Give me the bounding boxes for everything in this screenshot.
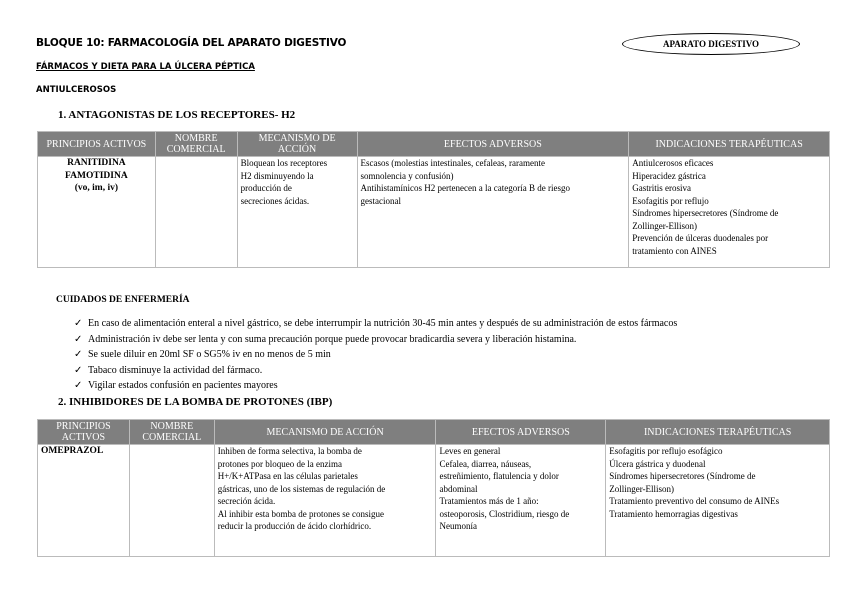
mecanismo-cell (237, 157, 357, 268)
cell-line: Antiulcerosos eficaces (632, 158, 714, 168)
cell-line: protones por bloqueo de la enzima (217, 458, 342, 469)
cell-line: Esofagitis por reflujo (632, 195, 709, 206)
cell-line: gestacional (360, 195, 401, 206)
cell-line: Inhiben de forma selectiva, la bomba de (217, 446, 362, 456)
list-item-text: En caso de alimentación enteral a nivel gástrico, se debe interrumpir la nutrición 30-45 min antes y después de su administración de estos fármacos (88, 318, 678, 329)
topic-badge: APARATO DIGESTIVO (622, 33, 800, 55)
table1-heading: 1. ANTAGONISTAS DE LOS RECEPTORES- H2 (58, 109, 296, 121)
principios-cell (38, 445, 130, 557)
cell-line: tratamiento con AINES (632, 245, 717, 256)
cell-line: Zollinger-Ellison) (609, 483, 675, 494)
cell-line: Tratamiento hemorragias digestivas (609, 508, 738, 519)
cell-line: Tratamientos más de 1 año: (439, 496, 539, 506)
list-item (74, 316, 677, 332)
cell-line: H2 disminuyendo la (240, 170, 314, 181)
drug-name: OMEPRAZOL (41, 446, 104, 456)
cell-line: Neumonía (439, 521, 477, 531)
list-item-text: Tabaco disminuye la actividad del fármaco. (88, 364, 263, 376)
document-subtitle: FÁRMACOS Y DIETA PARA LA ÚLCERA PÉPTICA (36, 62, 255, 72)
care-list (74, 316, 677, 394)
checkmark-icon: ✓ (74, 349, 83, 360)
efectos-cell (436, 445, 606, 557)
cell-line: estreñimiento, flatulencia y dolor (439, 471, 559, 481)
cell-line: Esofagitis por reflujo esofágico (609, 446, 723, 456)
cell-line: Hiperacidez gástrica (632, 170, 706, 181)
column-header: INDICACIONES TERAPÉUTICAS (606, 420, 830, 445)
principios-cell (38, 157, 156, 268)
table-header-row (38, 132, 830, 157)
table2-heading: 2. INHIBIDORES DE LA BOMBA DE PROTONES (IBP) (58, 396, 333, 408)
cell-line: osteoporosis, Clostridium, riesgo de (439, 508, 570, 519)
cell-line: Leves en general (439, 446, 501, 456)
mecanismo-cell (214, 445, 436, 557)
column-header: NOMBRE COMERCIAL (155, 132, 237, 157)
column-header: PRINCIPIOS ACTIVOS (38, 132, 156, 157)
drug-name: RANITIDINA (67, 158, 126, 168)
cell-line: somnolencia y confusión) (360, 170, 454, 181)
nombre-comercial-cell (129, 445, 214, 557)
table-header-row (38, 420, 830, 445)
list-item (74, 378, 677, 394)
cell-line: Bloquean los receptores (240, 158, 328, 168)
indicaciones-cell (606, 445, 830, 557)
column-header: INDICACIONES TERAPÉUTICAS (629, 132, 830, 157)
checkmark-icon: ✓ (74, 333, 83, 345)
drug-name: FAMOTIDINA (65, 170, 128, 181)
table-row (38, 445, 830, 557)
indicaciones-cell (629, 157, 830, 268)
checkmark-icon: ✓ (74, 364, 83, 376)
cell-line: reducir la producción de ácido clorhídrico. (217, 521, 372, 531)
checkmark-icon: ✓ (74, 380, 83, 391)
checkmark-icon: ✓ (74, 318, 83, 329)
efectos-cell (357, 157, 629, 268)
cell-line: Zollinger-Ellison) (632, 220, 698, 231)
cell-line: producción de (240, 183, 292, 193)
cell-line: Escasos (molestias intestinales, cefaleas, raramente (360, 158, 545, 168)
document-title: BLOQUE 10: FARMACOLOGÍA DEL APARATO DIGESTIVO (36, 37, 347, 49)
section-title: ANTIULCEROSOS (36, 85, 117, 95)
list-item-text: Se suele diluir en 20ml SF o SG5% iv en no menos de 5 min (88, 349, 331, 360)
cell-line: Antihistamínicos H2 pertenecen a la categoría B de riesgo (360, 183, 570, 193)
cell-line: secreciones ácidas. (240, 195, 310, 206)
cell-line: Prevención de úlceras duodenales por (632, 233, 769, 243)
list-item (74, 347, 677, 363)
cell-line: abdominal (439, 483, 478, 494)
column-header: EFECTOS ADVERSOS (436, 420, 606, 445)
column-header: PRINCIPIOS ACTIVOS (38, 420, 130, 445)
column-header: EFECTOS ADVERSOS (357, 132, 629, 157)
table-row (38, 157, 830, 268)
list-item (74, 332, 677, 348)
column-header: NOMBRE COMERCIAL (129, 420, 214, 445)
cell-line: Cefalea, diarrea, náuseas, (439, 458, 532, 469)
column-header: MECANISMO DE ACCIÓN (237, 132, 357, 157)
route-text: (vo, im, iv) (74, 183, 119, 193)
nombre-comercial-cell (155, 157, 237, 268)
cell-line: Síndromes hipersecretores (Síndrome de (609, 471, 756, 481)
cell-line: gástricas, uno de los sistemas de regulación de (217, 483, 386, 494)
list-item-text: Administración iv debe ser lenta y con suma precaución porque puede provocar bradicardia severa y liberación histamina. (88, 333, 577, 345)
cell-line: Al inhibir esta bomba de protones se consigue (217, 508, 384, 519)
care-title: CUIDADOS DE ENFERMERÍA (56, 295, 190, 305)
cell-line: Tratamiento preventivo del consumo de AINEs (609, 496, 780, 506)
list-item-text: Vigilar estados confusión en pacientes mayores (88, 380, 278, 391)
cell-line: Gastritis erosiva (632, 183, 691, 193)
cell-line: secreción ácida. (217, 496, 276, 506)
column-header: MECANISMO DE ACCIÓN (214, 420, 436, 445)
h2-antagonists-table (37, 131, 830, 268)
list-item (74, 363, 677, 379)
cell-line: Úlcera gástrica y duodenal (609, 458, 706, 469)
ppi-table (37, 419, 830, 557)
cell-line: H+/K+ATPasa en las células parietales (217, 471, 358, 481)
cell-line: Síndromes hipersecretores (Síndrome de (632, 208, 779, 218)
